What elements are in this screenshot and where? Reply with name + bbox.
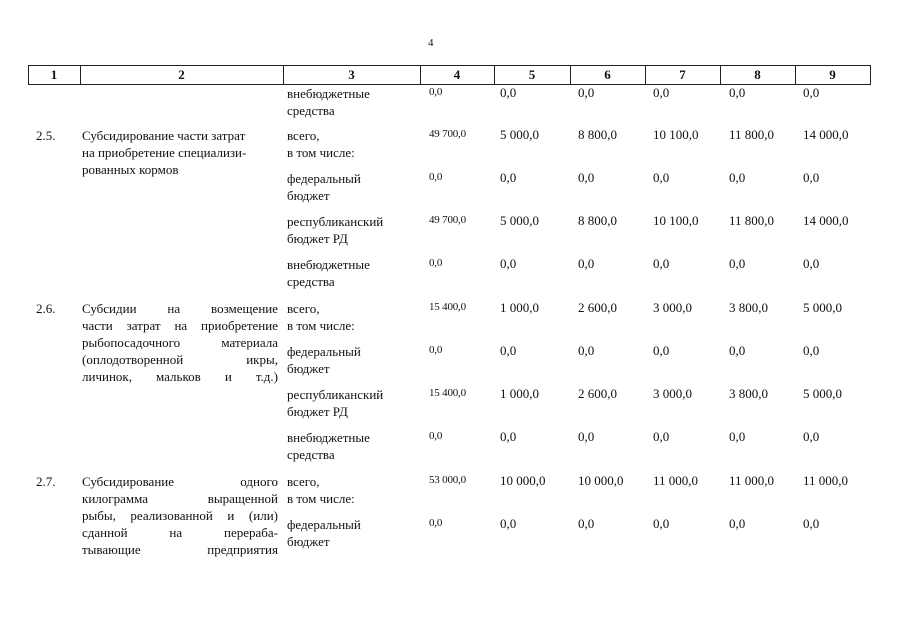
value-cell-col-7: 0,0 [653, 170, 670, 185]
header-divider [645, 65, 646, 85]
item-number: 2.7. [36, 474, 56, 489]
row-source-line: бюджет [287, 188, 330, 203]
header-divider [28, 65, 29, 85]
item-name-line: рыбопосадочного материала [82, 335, 278, 350]
value-cell-col-5: 0,0 [500, 429, 517, 444]
page-number: 4 [428, 37, 434, 49]
value-cell-col-8: 0,0 [729, 429, 746, 444]
value-cell-col-7: 0,0 [653, 516, 670, 531]
header-divider [795, 65, 796, 85]
value-cell-col-6: 8 800,0 [578, 213, 617, 228]
header-divider [283, 65, 284, 85]
value-cell-col-4: 0,0 [429, 517, 443, 529]
value-cell-col-5: 5 000,0 [500, 213, 539, 228]
row-source-label [287, 343, 361, 377]
row-source-label [287, 127, 355, 161]
header-divider [570, 65, 571, 85]
header-cell-1: 1 [50, 67, 58, 82]
value-cell-col-9: 5 000,0 [803, 386, 842, 401]
value-cell-col-5: 10 000,0 [500, 473, 546, 488]
header-divider [80, 65, 81, 85]
value-cell-col-4: 0,0 [429, 344, 443, 356]
row-source-line: средства [287, 103, 335, 118]
value-cell-col-6: 0,0 [578, 343, 595, 358]
value-cell-col-8: 3 800,0 [729, 386, 768, 401]
item-name-line: Субсидирование одного [82, 474, 278, 489]
item-number: 2.5. [36, 128, 56, 143]
header-divider [870, 65, 871, 85]
value-cell-col-6: 10 000,0 [578, 473, 624, 488]
value-cell-col-6: 0,0 [578, 256, 595, 271]
row-source-line: всего, [287, 474, 320, 489]
value-cell-col-5: 1 000,0 [500, 300, 539, 315]
value-cell-col-7: 11 000,0 [653, 473, 699, 488]
item-name-line: Субсидии на возмещение [82, 301, 278, 316]
value-cell-col-6: 0,0 [578, 170, 595, 185]
row-source-label [287, 386, 383, 420]
header-cell-6: 6 [604, 67, 611, 82]
value-cell-col-5: 0,0 [500, 256, 517, 271]
row-source-line: средства [287, 274, 335, 289]
value-cell-col-6: 8 800,0 [578, 127, 617, 142]
row-source-line: в том числе: [287, 491, 355, 506]
value-cell-col-9: 14 000,0 [803, 127, 849, 142]
item-name-line: сданной на перераба- [82, 525, 278, 540]
item-name-line: Субсидирование части затрат [82, 128, 246, 143]
header-cell-3: 3 [348, 67, 355, 82]
value-cell-col-8: 11 800,0 [729, 127, 775, 142]
row-source-line: бюджет РД [287, 404, 348, 419]
row-source-line: республиканский [287, 214, 384, 229]
header-divider [494, 65, 495, 85]
item-name-line: на приобретение специализи- [82, 145, 247, 160]
row-source-label [287, 85, 370, 119]
value-cell-col-6: 0,0 [578, 516, 595, 531]
value-cell-col-4: 53 000,0 [429, 474, 466, 486]
item-name [82, 473, 278, 558]
row-source-label [287, 429, 370, 463]
row-source-label [287, 300, 355, 334]
header-cell-2: 2 [178, 67, 185, 82]
value-cell-col-4: 0,0 [429, 257, 443, 269]
value-cell-col-5: 1 000,0 [500, 386, 539, 401]
row-source-label [287, 256, 370, 290]
value-cell-col-9: 0,0 [803, 516, 820, 531]
item-name [82, 300, 278, 385]
value-cell-col-5: 0,0 [500, 516, 517, 531]
row-source-label [287, 473, 355, 507]
item-name-line: рованных кормов [82, 162, 179, 177]
item-name-line: части затрат на приобретение [82, 318, 278, 333]
header-cell-4: 4 [453, 67, 461, 82]
value-cell-col-7: 0,0 [653, 256, 670, 271]
value-cell-col-4: 15 400,0 [429, 387, 466, 399]
row-source-line: бюджет РД [287, 231, 348, 246]
value-cell-col-4: 0,0 [429, 171, 443, 183]
value-cell-col-7: 10 100,0 [653, 127, 699, 142]
item-name-line: рыбы, реализованной и (или) [82, 508, 278, 523]
value-cell-col-7: 0,0 [653, 85, 670, 100]
value-cell-col-8: 11 000,0 [729, 473, 775, 488]
item-name [82, 127, 278, 178]
row-source-line: всего, [287, 301, 320, 316]
header-divider [720, 65, 721, 85]
value-cell-col-4: 49 700,0 [429, 214, 466, 226]
row-source-label [287, 516, 361, 550]
value-cell-col-4: 0,0 [429, 430, 443, 442]
row-source-line: внебюджетные [287, 430, 370, 445]
value-cell-col-7: 0,0 [653, 429, 670, 444]
value-cell-col-4: 15 400,0 [429, 301, 466, 313]
value-cell-col-9: 0,0 [803, 256, 820, 271]
row-source-label [287, 170, 361, 204]
value-cell-col-6: 2 600,0 [578, 386, 617, 401]
value-cell-col-6: 0,0 [578, 85, 595, 100]
value-cell-col-8: 0,0 [729, 516, 746, 531]
value-cell-col-8: 0,0 [729, 85, 746, 100]
value-cell-col-5: 5 000,0 [500, 127, 539, 142]
value-cell-col-9: 0,0 [803, 85, 820, 100]
value-cell-col-7: 3 000,0 [653, 300, 692, 315]
row-source-line: в том числе: [287, 145, 355, 160]
value-cell-col-4: 49 700,0 [429, 128, 466, 140]
row-source-label [287, 213, 383, 247]
row-source-line: республиканский [287, 387, 384, 402]
header-cell-8: 8 [754, 67, 761, 82]
value-cell-col-7: 0,0 [653, 343, 670, 358]
item-name-line: тывающие предприятия [82, 542, 278, 557]
item-name-line: (оплодотворенной икры, [82, 352, 278, 367]
item-name-line: личинок, мальков и т.д.) [82, 369, 278, 384]
value-cell-col-5: 0,0 [500, 170, 517, 185]
item-number: 2.6. [36, 301, 56, 316]
value-cell-col-8: 3 800,0 [729, 300, 768, 315]
value-cell-col-9: 0,0 [803, 170, 820, 185]
row-source-line: всего, [287, 128, 320, 143]
header-cell-9: 9 [829, 67, 836, 82]
value-cell-col-6: 2 600,0 [578, 300, 617, 315]
row-source-line: федеральный [287, 344, 361, 359]
row-source-line: бюджет [287, 534, 330, 549]
row-source-line: внебюджетные [287, 86, 370, 101]
value-cell-col-5: 0,0 [500, 85, 517, 100]
row-source-line: федеральный [287, 517, 361, 532]
header-cell-5: 5 [528, 67, 536, 82]
value-cell-col-8: 0,0 [729, 170, 746, 185]
value-cell-col-4: 0,0 [429, 86, 443, 98]
row-source-line: бюджет [287, 361, 330, 376]
value-cell-col-7: 10 100,0 [653, 213, 699, 228]
value-cell-col-7: 3 000,0 [653, 386, 692, 401]
header-cell-7: 7 [679, 67, 686, 82]
value-cell-col-9: 11 000,0 [803, 473, 849, 488]
value-cell-col-8: 0,0 [729, 256, 746, 271]
row-source-line: в том числе: [287, 318, 355, 333]
value-cell-col-9: 0,0 [803, 343, 820, 358]
item-name-line: килограмма выращенной [82, 491, 278, 506]
value-cell-col-8: 11 800,0 [729, 213, 775, 228]
value-cell-col-9: 5 000,0 [803, 300, 842, 315]
row-source-line: средства [287, 447, 335, 462]
value-cell-col-9: 14 000,0 [803, 213, 849, 228]
value-cell-col-6: 0,0 [578, 429, 595, 444]
row-source-line: федеральный [287, 171, 361, 186]
header-divider [420, 65, 421, 85]
value-cell-col-5: 0,0 [500, 343, 517, 358]
row-source-line: внебюджетные [287, 257, 370, 272]
value-cell-col-9: 0,0 [803, 429, 820, 444]
value-cell-col-8: 0,0 [729, 343, 746, 358]
